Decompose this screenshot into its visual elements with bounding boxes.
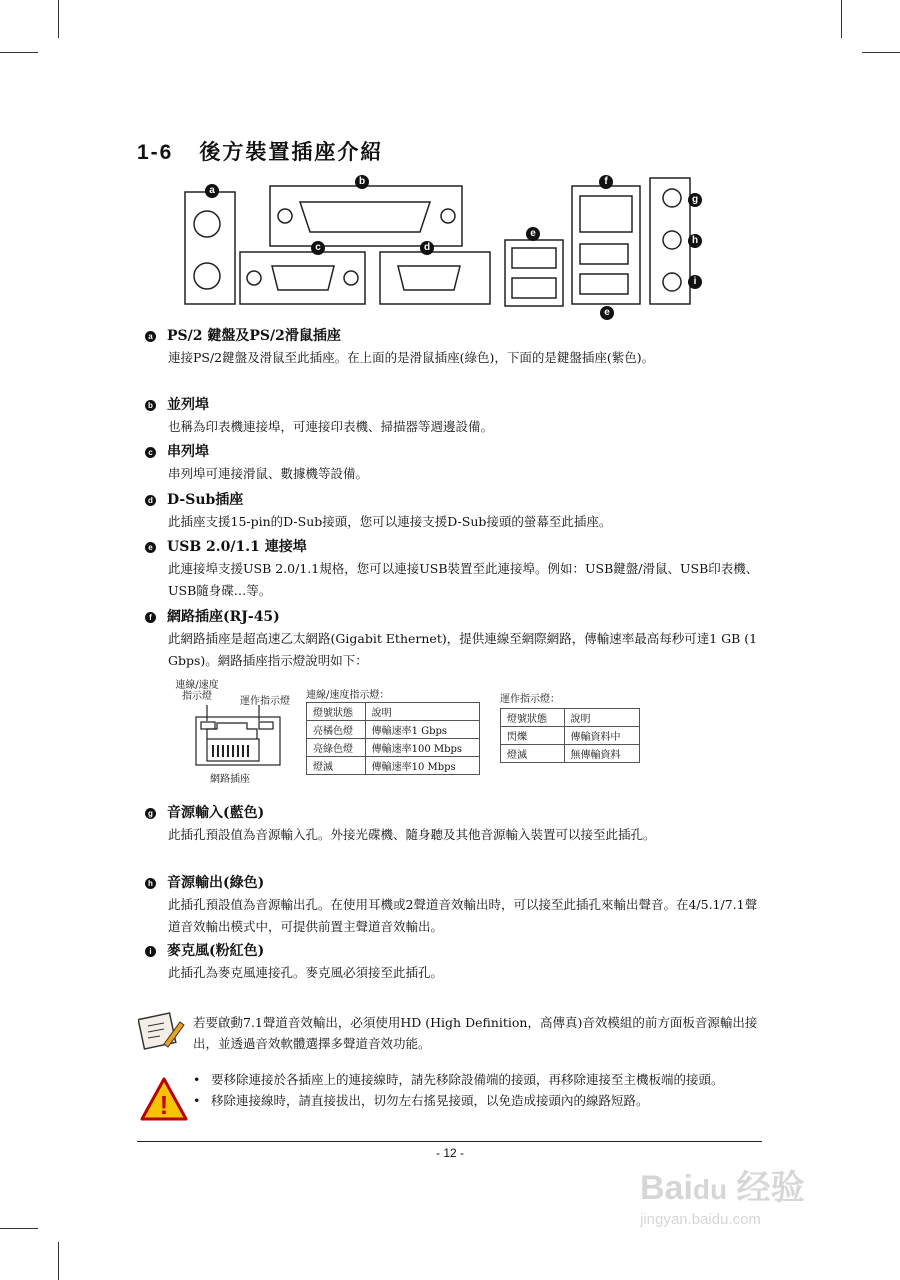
parallel-port-block [270, 186, 462, 246]
usb-port [580, 274, 628, 294]
item-line-in [145, 802, 765, 846]
table-row [307, 721, 480, 739]
lan-port [580, 196, 632, 232]
activity-table-caption: 運作指示燈： [500, 694, 560, 705]
label-a: a [205, 184, 219, 198]
header-cell: 燈號狀態 [501, 709, 565, 727]
cell: 亮綠色燈 [307, 739, 366, 757]
bullet: b [145, 400, 156, 411]
bullet-dot: • [193, 1093, 201, 1108]
label-c: c [311, 241, 325, 255]
activity-led-table [500, 708, 640, 763]
item-body: 此插孔預設值為音源輸出孔。在使用耳機或2聲道音效輸出時，可以接至此插孔來輸出聲音。在4/5.1/7.1聲道音效輸出模式中，可提供前置主聲道音效輸出。 [168, 897, 758, 934]
usb-port [580, 244, 628, 264]
item-body: 此連接埠支援USB 2.0/1.1規格，您可以連接USB裝置至此連接埠。例如：USB鍵盤/滑鼠、USB印表機、USB隨身碟…等。 [168, 561, 759, 598]
table-row [501, 727, 640, 745]
warning-item [193, 1090, 765, 1111]
item-title: 音源輸入(藍色) [167, 805, 265, 821]
item-body: 此插座支援15-pin的D-Sub接頭，您可以連接支援D-Sub接頭的螢幕至此插座。 [168, 514, 612, 529]
serial-port [272, 266, 334, 290]
item-mic [145, 940, 765, 984]
speed-table-caption: 連線/速度指示燈： [306, 690, 390, 701]
item-serial [145, 441, 765, 485]
section-title: 後方裝置插座介紹 [199, 139, 384, 164]
item-title: 串列埠 [167, 444, 209, 460]
item-title: 麥克風(粉紅色) [167, 943, 265, 959]
cell: 傳輸速率10 Mbps [365, 757, 479, 775]
cell: 閃爍 [501, 727, 565, 745]
label-h: h [688, 234, 702, 248]
item-title: 音源輸出(綠色) [167, 875, 265, 891]
bullet: g [145, 808, 156, 819]
line-in-jack [663, 189, 681, 207]
header-cell: 說明 [365, 703, 479, 721]
crop-mark [862, 52, 900, 53]
item-title: 網路插座(RJ-45) [167, 609, 280, 625]
speed-led-table [306, 702, 480, 775]
bullet: h [145, 878, 156, 889]
table-row [501, 745, 640, 763]
item-dsub [145, 489, 765, 533]
item-ps2 [145, 325, 765, 369]
item-body: 此插孔為麥克風連接孔。麥克風必須接至此插孔。 [168, 965, 444, 980]
bullet-dot: • [193, 1072, 201, 1087]
svg-text:!: ! [159, 1090, 169, 1120]
item-body: 連接PS/2鍵盤及滑鼠至此插座。在上面的是滑鼠插座(綠色)，下面的是鍵盤插座(紫色)。 [168, 350, 655, 365]
note-pencil-icon [138, 1010, 186, 1052]
table-row [307, 739, 480, 757]
ps2-mouse-port [194, 211, 220, 237]
item-line-out [145, 872, 765, 938]
lan-port-label: 網路插座 [210, 774, 250, 785]
bullet: f [145, 612, 156, 623]
label-b: b [355, 175, 369, 189]
bullet: a [145, 331, 156, 342]
bullet: d [145, 495, 156, 506]
item-body: 此插孔預設值為音源輸入孔。外接光碟機、隨身聽及其他音源輸入裝置可以接至此插孔。 [168, 827, 656, 842]
cell: 燈滅 [501, 745, 565, 763]
crop-mark [841, 0, 842, 38]
cell: 傳輸速率100 Mbps [365, 739, 479, 757]
crop-mark [58, 0, 59, 38]
bullet: c [145, 447, 156, 458]
bullet: e [145, 542, 156, 553]
item-usb [145, 536, 765, 602]
line-out-jack [663, 231, 681, 249]
cell: 傳輸速率1 Gbps [365, 721, 479, 739]
crop-mark [0, 1228, 38, 1229]
label-g: g [688, 193, 702, 207]
activity-led-label: 運作指示燈 [240, 696, 290, 707]
label-e: e [526, 227, 540, 241]
cell: 燈滅 [307, 757, 366, 775]
mic-jack [663, 273, 681, 291]
header-cell: 燈號狀態 [307, 703, 366, 721]
lan-port-illustration [193, 705, 283, 767]
crop-mark [58, 1242, 59, 1280]
item-title: D-Sub插座 [167, 492, 244, 508]
warning-text: 要移除連接於各插座上的連接線時，請先移除設備端的接頭，再移除連接至主機板端的接頭。 [211, 1072, 724, 1087]
item-body: 也稱為印表機連接埠，可連接印表機、掃描器等週邊設備。 [168, 419, 494, 434]
item-parallel [145, 394, 765, 438]
warning-text: 移除連接線時，請直接拔出，切勿左右搖晃接頭，以免造成接頭內的線路短路。 [211, 1093, 649, 1108]
item-title: USB 2.0/1.1 連接埠 [167, 539, 307, 555]
speed-led-label: 連線/速度指示燈 [175, 680, 219, 702]
usb-port [512, 278, 556, 298]
label-i: i [688, 275, 702, 289]
item-title: PS/2 鍵盤及PS/2滑鼠插座 [167, 328, 341, 344]
item-body: 此網路插座是超高速乙太網路(Gigabit Ethernet)，提供連線至網際網路，傳輸速率最高每秒可達1 GB (1 Gbps)。網路插座指示燈說明如下： [168, 631, 758, 668]
label-d: d [420, 241, 434, 255]
ps2-port-block [185, 192, 235, 304]
warning-item [193, 1069, 765, 1090]
table-row [307, 757, 480, 775]
usb-port [512, 248, 556, 268]
item-title: 並列埠 [167, 397, 209, 413]
table-header-row [501, 709, 640, 727]
rear-panel-diagram [180, 172, 710, 320]
cell: 傳輸資料中 [564, 727, 640, 745]
parallel-port [300, 202, 430, 232]
cell: 無傳輸資料 [564, 745, 640, 763]
section-number: 1-6 [137, 141, 174, 164]
label-f: f [599, 175, 613, 189]
baidu-watermark: Baidu 经验 jingyan.baidu.com [640, 1169, 805, 1228]
vga-port [398, 266, 460, 290]
footer-rule [137, 1141, 762, 1142]
item-lan [145, 606, 765, 672]
cell: 亮橘色燈 [307, 721, 366, 739]
header-cell: 說明 [564, 709, 640, 727]
label-e: e [600, 306, 614, 320]
ps2-keyboard-port [194, 263, 220, 289]
note-text: 若要啟動7.1聲道音效輸出，必須使用HD (High Definition，高傳真)音效模組的前方面板音源輸出接出，並透過音效軟體選擇多聲道音效功能。 [193, 1015, 758, 1051]
item-body: 串列埠可連接滑鼠、數據機等設備。 [168, 466, 369, 481]
warning-list [193, 1069, 765, 1111]
bullet: i [145, 946, 156, 957]
page-number: - 12 - [435, 1146, 464, 1160]
section-heading [137, 136, 383, 166]
table-header-row [307, 703, 480, 721]
crop-mark [0, 52, 38, 53]
warning-icon [140, 1076, 188, 1122]
